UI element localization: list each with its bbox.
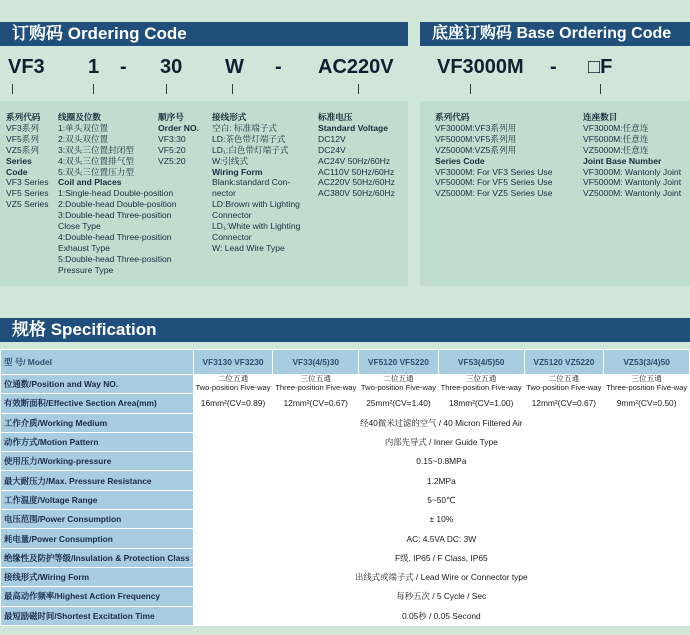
table-row	[1, 548, 690, 567]
legend-joint-number	[583, 112, 681, 199]
spec-label: 接线形式/Wiring Form	[1, 567, 194, 586]
model-cell: VF53(4/5)50	[438, 350, 524, 375]
spec-value: 0.05秒 / 0.05 Second	[193, 606, 689, 625]
legend-line: DC24V	[318, 144, 346, 155]
model-cell: VF33(4/5)30	[273, 350, 359, 375]
code-tick	[470, 84, 471, 94]
position-cell	[273, 375, 359, 394]
legend-line: 5:双头三位置压力型	[58, 166, 134, 177]
position-en: Two-position Five-way	[195, 383, 271, 393]
area-cell: 12mm²(CV=0.67)	[273, 394, 359, 413]
area-cell: 12mm²(CV=0.67)	[524, 394, 604, 413]
table-row	[1, 510, 690, 529]
legend-line: VF5 Series	[6, 188, 49, 199]
legend-line: 2:Double-head Double-position	[58, 199, 177, 210]
legend-line: 线圈及位数	[58, 112, 101, 122]
table-row	[1, 529, 690, 548]
spec-label: 工作介质/Working Medium	[1, 413, 194, 432]
position-cn: 二位五通	[548, 374, 580, 384]
position-en: Three-position Five-way	[606, 383, 688, 393]
table-row	[1, 606, 690, 625]
position-cn: 三位五通	[300, 374, 331, 384]
spec-value: F级, IP65 / F Class, IP65	[193, 548, 689, 567]
code-order-no: 30	[160, 56, 183, 78]
legend-line: VF3000M:任意连	[583, 122, 649, 133]
spec-label: 最短励磁时间/Shortest Excitation Time	[1, 606, 194, 625]
legend-line: LD₁:白色带灯端子式	[212, 144, 289, 155]
position-cell	[438, 375, 524, 394]
legend-line: VF5000M: For VF5 Series Use	[435, 177, 553, 188]
legend-line: Exhaust Type	[58, 242, 110, 253]
spec-label: 最大耐压力/Max. Pressure Resistance	[1, 471, 194, 490]
legend-line: Joint Base Number	[583, 155, 662, 166]
legend-line: 1:单头双位置	[58, 122, 109, 133]
spec-label: 动作方式/Motion Pattern	[1, 432, 194, 451]
legend-line: W: Lead Wire Type	[212, 242, 285, 253]
spec-label: 电压范围/Power Consumption	[1, 510, 194, 529]
area-cell: 9mm²(CV=0.50)	[604, 394, 690, 413]
legend-line: LD:Brown with Lighting	[212, 199, 300, 210]
legend-line: Pressure Type	[58, 264, 114, 275]
code-series: VF3	[8, 56, 45, 78]
legend-line: Wiring Form	[212, 166, 263, 177]
table-row	[1, 471, 690, 490]
spec-label: 工作温度/Voltage Range	[1, 490, 194, 509]
code-wiring: W	[225, 56, 244, 78]
legend-line: VZ5000M:VZ5系列用	[435, 144, 517, 155]
legend-line: AC110V 50Hz/60Hz	[318, 166, 395, 177]
spec-label: 耗电量/Power Consumption	[1, 529, 194, 548]
spec-value: 1.2MPa	[193, 471, 689, 490]
position-en: Two-position Five-way	[526, 383, 602, 393]
legend-line: 4:Double-head Three-position	[58, 231, 172, 242]
legend-line: VF3000M: Wantonly Joint	[583, 166, 682, 177]
legend-series-code	[6, 112, 49, 210]
legend-line: VF3000M: For VF3 Series Use	[435, 166, 553, 177]
legend-line: VZ5000M:任意连	[583, 144, 649, 155]
code-coil: 1	[88, 56, 100, 78]
legend-line: VF3系列	[6, 122, 39, 133]
legend-line: VF5:20	[158, 144, 186, 155]
code-tick	[600, 84, 601, 94]
legend-line: VZ5系列	[6, 144, 39, 155]
code-tick	[12, 84, 13, 94]
legend-line: VF5000M: Wantonly Joint	[583, 177, 682, 188]
area-label: 有效断面积/Effective Section Area(mm)	[1, 394, 194, 413]
legend-line: 1:Single-head Double-position	[58, 188, 174, 199]
position-label: 位通数/Position and Way NO.	[1, 375, 194, 394]
legend-line: 4:双头三位置排气型	[58, 155, 134, 166]
code-tick	[232, 84, 233, 94]
spec-label: 使用压力/Working-pressure	[1, 452, 194, 471]
position-en: Three-position Five-way	[275, 383, 357, 393]
legend-line: DC12V	[318, 133, 346, 144]
code-tick	[166, 84, 167, 94]
spec-label: 最高动作频率/Highest Action Frequency	[1, 587, 194, 606]
code-voltage: AC220V	[318, 56, 394, 78]
spec-value: 每秒五次 / 5 Cycle / Sec	[193, 587, 689, 606]
legend-order-no	[158, 112, 199, 167]
table-row	[1, 350, 690, 375]
position-en: Two-position Five-way	[360, 383, 436, 393]
legend-line: Connector	[212, 210, 252, 221]
base-ordering-code-header: 底座订购码 Base Ordering Code	[420, 22, 690, 46]
spec-value: 内部先导式 / Inner Guide Type	[193, 432, 689, 451]
legend-voltage	[318, 112, 395, 199]
specification-table	[0, 349, 690, 626]
table-row	[1, 452, 690, 471]
code-tick	[93, 84, 94, 94]
legend-line: 3:双头三位置封闭型	[58, 144, 134, 155]
model-cell: VF3130 VF3230	[193, 350, 273, 375]
legend-line: AC24V 50Hz/60Hz	[318, 155, 391, 166]
table-row	[1, 432, 690, 451]
code-dash-3: -	[550, 56, 557, 78]
legend-wiring-form	[212, 112, 300, 254]
code-base-series: VF3000M	[437, 56, 524, 78]
model-cell: VZ53(3/4)50	[604, 350, 690, 375]
legend-line: VF5系列	[6, 133, 39, 144]
legend-line: VF5000M:VF5系列用	[435, 133, 517, 144]
legend-line: Order NO.	[158, 122, 200, 133]
position-cell	[524, 375, 604, 394]
legend-line: W:引线式	[212, 155, 249, 166]
legend-line: nector	[212, 188, 236, 199]
legend-line: LD:茶色带灯端子式	[212, 133, 286, 144]
legend-line: 接线形式	[212, 112, 247, 122]
position-cell	[193, 375, 273, 394]
legend-line: Series Code	[435, 155, 485, 166]
position-cell	[604, 375, 690, 394]
legend-line: 空白: 标准端子式	[212, 122, 277, 133]
table-row	[1, 394, 690, 413]
ordering-code-header: 订购码 Ordering Code	[0, 22, 408, 46]
legend-line: 系列代码	[6, 112, 41, 122]
legend-line: VF3 Series	[6, 177, 49, 188]
spec-value: ± 10%	[193, 510, 689, 529]
code-dash-1: -	[120, 56, 127, 78]
legend-line: VF5000M:任意连	[583, 133, 649, 144]
legend-line: 3:Double-head Three-position	[58, 210, 172, 221]
legend-line: 顺序号	[158, 112, 184, 122]
legend-line: 2:双头双位置	[58, 133, 109, 144]
spec-value: 5~50℃	[193, 490, 689, 509]
spec-value: 0.15~0.8MPa	[193, 452, 689, 471]
legend-line: 系列代码	[435, 112, 470, 122]
legend-line: VF3000M:VF3系列用	[435, 122, 517, 133]
spec-label: 绝缘性及防护等级/Insulation & Protection Class	[1, 548, 194, 567]
legend-line: Code	[6, 166, 28, 177]
model-cell: VZ5120 VZ5220	[524, 350, 604, 375]
table-row	[1, 587, 690, 606]
code-tick	[358, 84, 359, 94]
legend-line: Standard Voltage	[318, 122, 389, 133]
legend-line: AC220V 50Hz/60Hz	[318, 177, 395, 188]
table-row	[1, 375, 690, 394]
legend-base-series	[435, 112, 553, 199]
model-cell: VF5120 VF5220	[359, 350, 439, 375]
legend-line: VZ5:20	[158, 155, 186, 166]
legend-line: Series	[6, 155, 32, 166]
area-cell: 18mm²(CV=1.00)	[438, 394, 524, 413]
spec-value: 经40微米过滤的空气 / 40 Micron Filtered Air	[193, 413, 689, 432]
legend-line: VZ5000M: For VZ5 Series Use	[435, 188, 553, 199]
spec-value: AC: 4.5VA DC: 3W	[193, 529, 689, 548]
position-cell	[359, 375, 439, 394]
legend-line: AC380V 50Hz/60Hz	[318, 188, 395, 199]
legend-line: 5:Double-head Three-position	[58, 253, 172, 264]
position-cn: 三位五通	[631, 374, 662, 384]
table-row	[1, 413, 690, 432]
model-label: 型 号/ Model	[1, 350, 194, 375]
position-cn: 二位五通	[217, 374, 249, 384]
legend-line: Blank:standard Con-	[212, 177, 291, 188]
code-dash-2: -	[275, 56, 282, 78]
position-en: Three-position Five-way	[440, 383, 522, 393]
legend-line: VF3:30	[158, 133, 186, 144]
legend-line: Coil and Places	[58, 177, 122, 188]
position-cn: 三位五通	[465, 374, 497, 384]
area-cell: 16mm²(CV=0.89)	[193, 394, 273, 413]
spec-value: 出线式或端子式 / Lead Wire or Connector type	[193, 567, 689, 586]
legend-line: 连座数目	[583, 112, 618, 122]
legend-line: 标准电压	[318, 112, 353, 122]
code-joint-count: □F	[588, 56, 613, 78]
legend-line: VZ5 Series	[6, 199, 49, 210]
legend-line: LD₁:White with Lighting	[212, 221, 301, 232]
area-cell: 25mm²(CV=1.40)	[359, 394, 439, 413]
table-row	[1, 567, 690, 586]
table-row	[1, 490, 690, 509]
legend-line: VZ5000M: Wantonly Joint	[583, 188, 682, 199]
legend-line: Connector	[212, 231, 252, 242]
specification-header: 规格 Specification	[0, 318, 690, 342]
position-cn: 二位五通	[383, 374, 414, 384]
legend-line: Close Type	[58, 221, 101, 232]
